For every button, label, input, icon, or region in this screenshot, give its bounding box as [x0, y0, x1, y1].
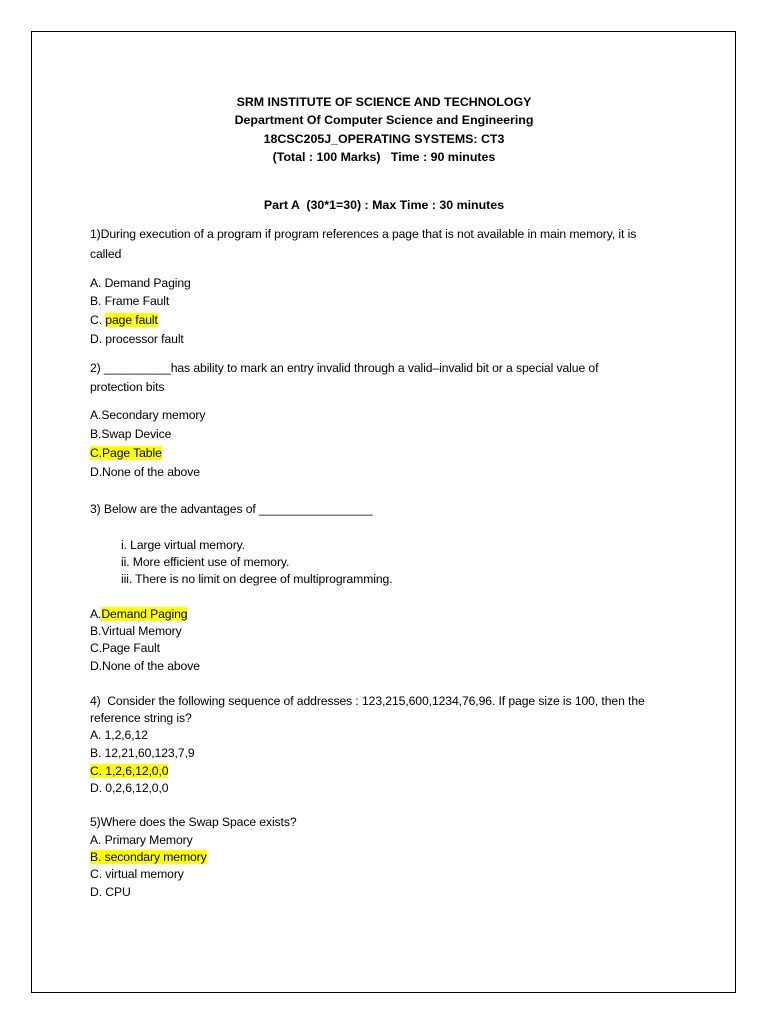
question-4-text-line-1: 4) Consider the following sequence of addresses : 123,215,600,1234,76,96. If page size is 100, then the	[90, 694, 645, 708]
q4-answer-highlight: C. 1,2,6,12,0,0	[90, 764, 169, 778]
q3-answer-highlight: Demand Paging	[101, 607, 188, 621]
marks-time: (Total : 100 Marks) Time : 90 minutes	[272, 150, 496, 164]
q3-option-d: D.None of the above	[90, 659, 200, 673]
part-a-heading: Part A (30*1=30) : Max Time : 30 minutes	[263, 198, 505, 212]
question-2-text-line-2: protection bits	[90, 380, 165, 394]
q2-option-d: D.None of the above	[90, 465, 200, 479]
q5-option-c: C. virtual memory	[90, 867, 184, 881]
q2-option-a: A.Secondary memory	[90, 408, 206, 422]
question-1-text-line-1: 1)During execution of a program if program references a page that is not available in main memory, it is	[90, 227, 637, 241]
institute-title: SRM INSTITUTE OF SCIENCE AND TECHNOLOGY	[236, 95, 532, 109]
q5-option-b	[90, 849, 207, 865]
q2-option-c	[90, 445, 162, 461]
question-4-text-line-2: reference string is?	[90, 711, 192, 725]
q3-sublist-item-1: i. Large virtual memory.	[121, 538, 246, 552]
q4-option-a: A. 1,2,6,12	[90, 728, 148, 742]
course-title: 18CSC205J_OPERATING SYSTEMS: CT3	[263, 132, 505, 146]
q3-option-c: C.Page Fault	[90, 641, 160, 655]
q2-option-b: B.Swap Device	[90, 427, 172, 441]
q2-answer-highlight: C.Page Table	[90, 446, 162, 460]
q3-option-b: B.Virtual Memory	[90, 624, 182, 638]
q3-sublist-item-2: ii. More efficient use of memory.	[121, 555, 290, 569]
q3-option-a: A.Demand Paging	[90, 607, 188, 621]
q4-option-c	[90, 763, 168, 779]
q1-option-b: B. Frame Fault	[90, 294, 170, 308]
question-3-text: 3) Below are the advantages of _________________	[90, 502, 373, 516]
q5-option-a: A. Primary Memory	[90, 833, 193, 847]
q5-answer-highlight: B. secondary memory	[90, 850, 207, 864]
q5-option-d: D. CPU	[90, 885, 131, 899]
q1-answer-highlight: page fault	[105, 313, 158, 327]
question-2-text-line-1: 2) __________has ability to mark an entry invalid through a valid–invalid bit or a special value of	[90, 361, 599, 375]
question-1-text-line-2: called	[90, 247, 122, 261]
q4-option-d: D. 0,2,6,12,0,0	[90, 781, 169, 795]
q1-option-c: C. page fault	[90, 313, 158, 327]
q1-option-a: A. Demand Paging	[90, 276, 191, 290]
question-5-text: 5)Where does the Swap Space exists?	[90, 815, 297, 829]
q4-option-b: B. 12,21,60,123,7,9	[90, 746, 195, 760]
q3-sublist-item-3: iii. There is no limit on degree of multiprogramming.	[121, 572, 393, 586]
q1-option-d: D. processor fault	[90, 332, 184, 346]
department-title: Department Of Computer Science and Engineering	[234, 113, 534, 127]
